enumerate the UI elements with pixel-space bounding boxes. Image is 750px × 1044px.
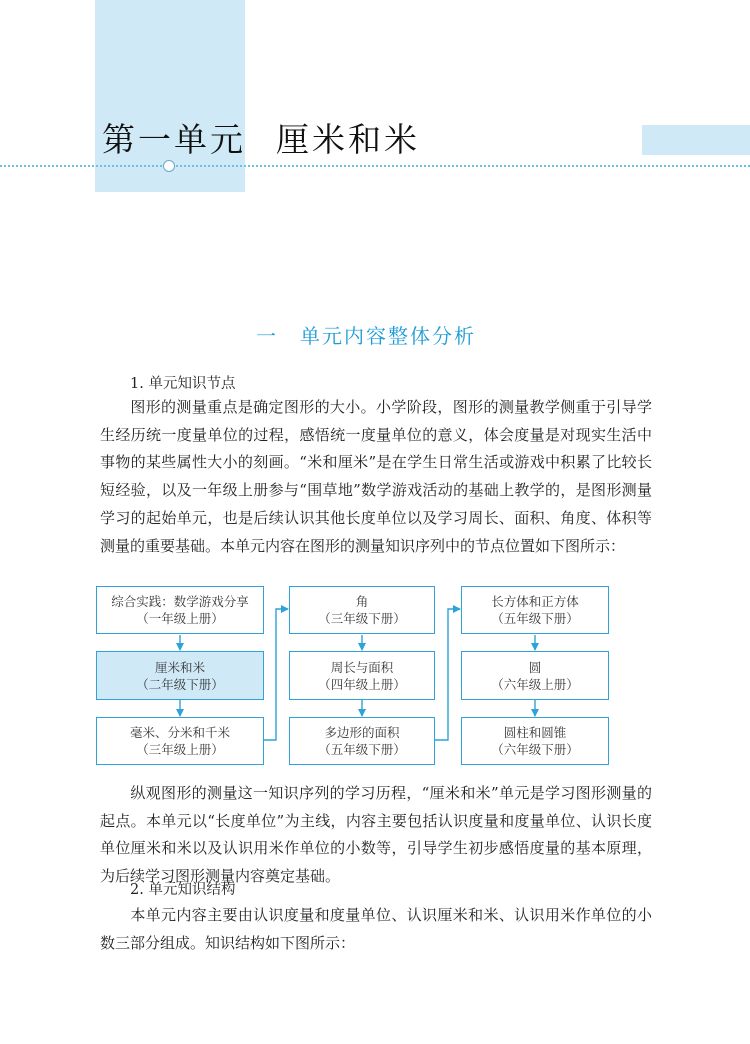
node-polygon-area: 多边形的面积 （五年级下册）: [289, 717, 435, 765]
section-text: 单元内容整体分析: [300, 324, 476, 348]
subsection-heading-2: 2. 单元知识结构: [130, 882, 236, 898]
connector-col1-col2: [264, 609, 288, 740]
node-centimeter-meter: 厘米和米 （二年级下册）: [96, 651, 264, 700]
paragraph-2: [100, 780, 652, 891]
node-angle: 角 （三年级下册）: [289, 586, 435, 634]
unit-label: 第一单元: [102, 120, 246, 159]
subsection-heading-1: 1. 单元知识节点: [130, 376, 236, 392]
node-circle: 圆 （六年级上册）: [461, 651, 609, 700]
node-practice-game-sharing: 综合实践：数学游戏分享 （一年级上册）: [96, 586, 264, 634]
connector-col2-col3: [435, 609, 460, 740]
paragraph-2-text: 纵观图形的测量这一知识序列的学习历程，“厘米和米”单元是学习图形测量的起点。本单元以“长度单位”为主线，内容主要包括认识度量和度量单位、认识长度单位厘米和米以及认识用米作单位的小数等，引导学生初步感悟度量的基本原理，为后续学习图形测量内容奠定基础。: [100, 784, 652, 886]
node-cylinder-cone: 圆柱和圆锥 （六年级下册）: [461, 717, 609, 765]
paragraph-3: [100, 902, 652, 957]
paragraph-3-text: 本单元内容主要由认识度量和度量单位、认识厘米和米、认识用米作单位的小数三部分组成。知识结构如下图所示：: [100, 906, 652, 952]
node-mm-dm-km: 毫米、分米和千米 （三年级上册）: [96, 717, 264, 765]
unit-name: 厘米和米: [276, 120, 420, 159]
paragraph-1-text: 图形的测量重点是确定图形的大小。小学阶段，图形的测量教学侧重于引导学生经历统一度量单位的过程，感悟统一度量单位的意义，体会度量是对现实生活中事物的某些属性大小的刻画。“米和厘米”是在学生日常生活或游戏中积累了比较长短经验，以及一年级上册参与“围草地”数学游戏活动的基础上教学的，是图形测量学习的起始单元，也是后续认识其他长度单位以及学习周长、面积、角度、体积等测量的重要基础。本单元内容在图形的测量知识序列中的节点位置如下图所示：: [100, 398, 652, 555]
section-number: 一: [256, 324, 278, 348]
node-perimeter-area: 周长与面积 （四年级上册）: [289, 651, 435, 700]
node-cuboid-cube: 长方体和正方体 （五年级下册）: [461, 586, 609, 634]
